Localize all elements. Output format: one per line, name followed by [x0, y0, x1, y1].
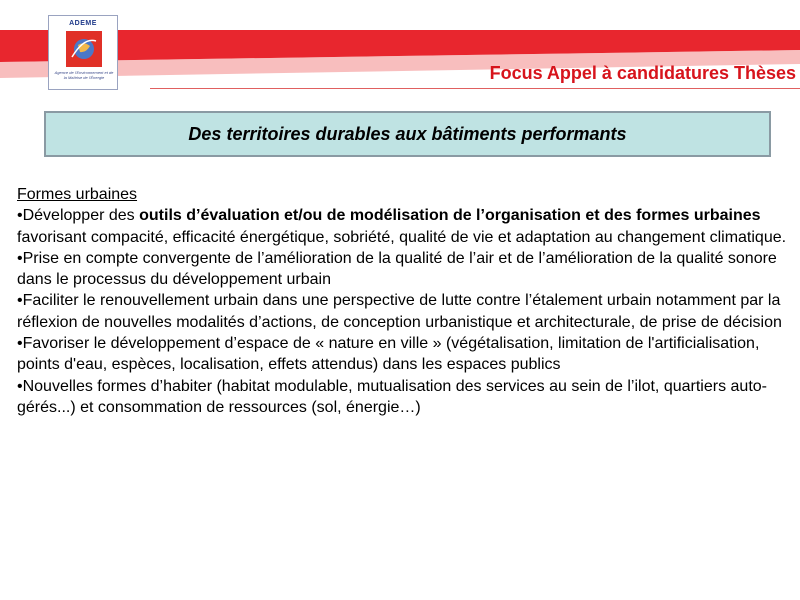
bullet-item-1 — [17, 205, 787, 248]
ademe-logo — [48, 15, 118, 90]
header-title: Focus Appel à candidatures Thèses — [489, 63, 796, 83]
bullet-item-3: •Faciliter le renouvellement urbain dans une perspective de lutte contre l’étalement urbain notamment par la réflexion de nouvelles modalités d’actions, de conception urbanistique et architecturale, de prise de décision — [17, 292, 782, 331]
header-banner — [0, 0, 800, 100]
bullet-bold-text: outils d’évaluation et/ou de modélisation de l’organisation et des formes urbaines — [139, 207, 761, 225]
bullet-item-2: •Prise en compte convergente de l’amélioration de la qualité de l’air et de l’amélioration de la qualité sonore dans le processus du développement urbain — [17, 249, 777, 289]
header-divider — [150, 88, 800, 89]
globe-icon — [66, 31, 102, 67]
section-heading: Formes urbaines — [17, 186, 138, 203]
bullet-item-5: •Nouvelles formes d’habiter (habitat modulable, mutualisation des services au sein de l’ilot, quartiers auto-gérés...) et consommation de ressources (sol, énergie…) — [17, 377, 767, 416]
slide-content — [17, 184, 787, 418]
logo-subtitle: Agence de l'Environnement et de la Maîtrise de l'Énergie — [54, 70, 114, 80]
bullet-text: •Développer des — [17, 207, 140, 225]
bullet-item-4: •Favoriser le développement d’espace de « nature en ville » (végétalisation, limitation de l'artificialisation, points d'eau, espèces, localisation, effets attendus) dans les espaces publics — [17, 335, 760, 374]
slide-title: Des territoires durables aux bâtiments performants — [188, 123, 627, 144]
bullet-text: favorisant compacité, efficacité énergétique, sobriété, qualité de vie et adaptation au changement climatique. — [17, 228, 787, 246]
slide-title-box — [44, 111, 771, 157]
logo-name: ADEME — [69, 20, 97, 27]
